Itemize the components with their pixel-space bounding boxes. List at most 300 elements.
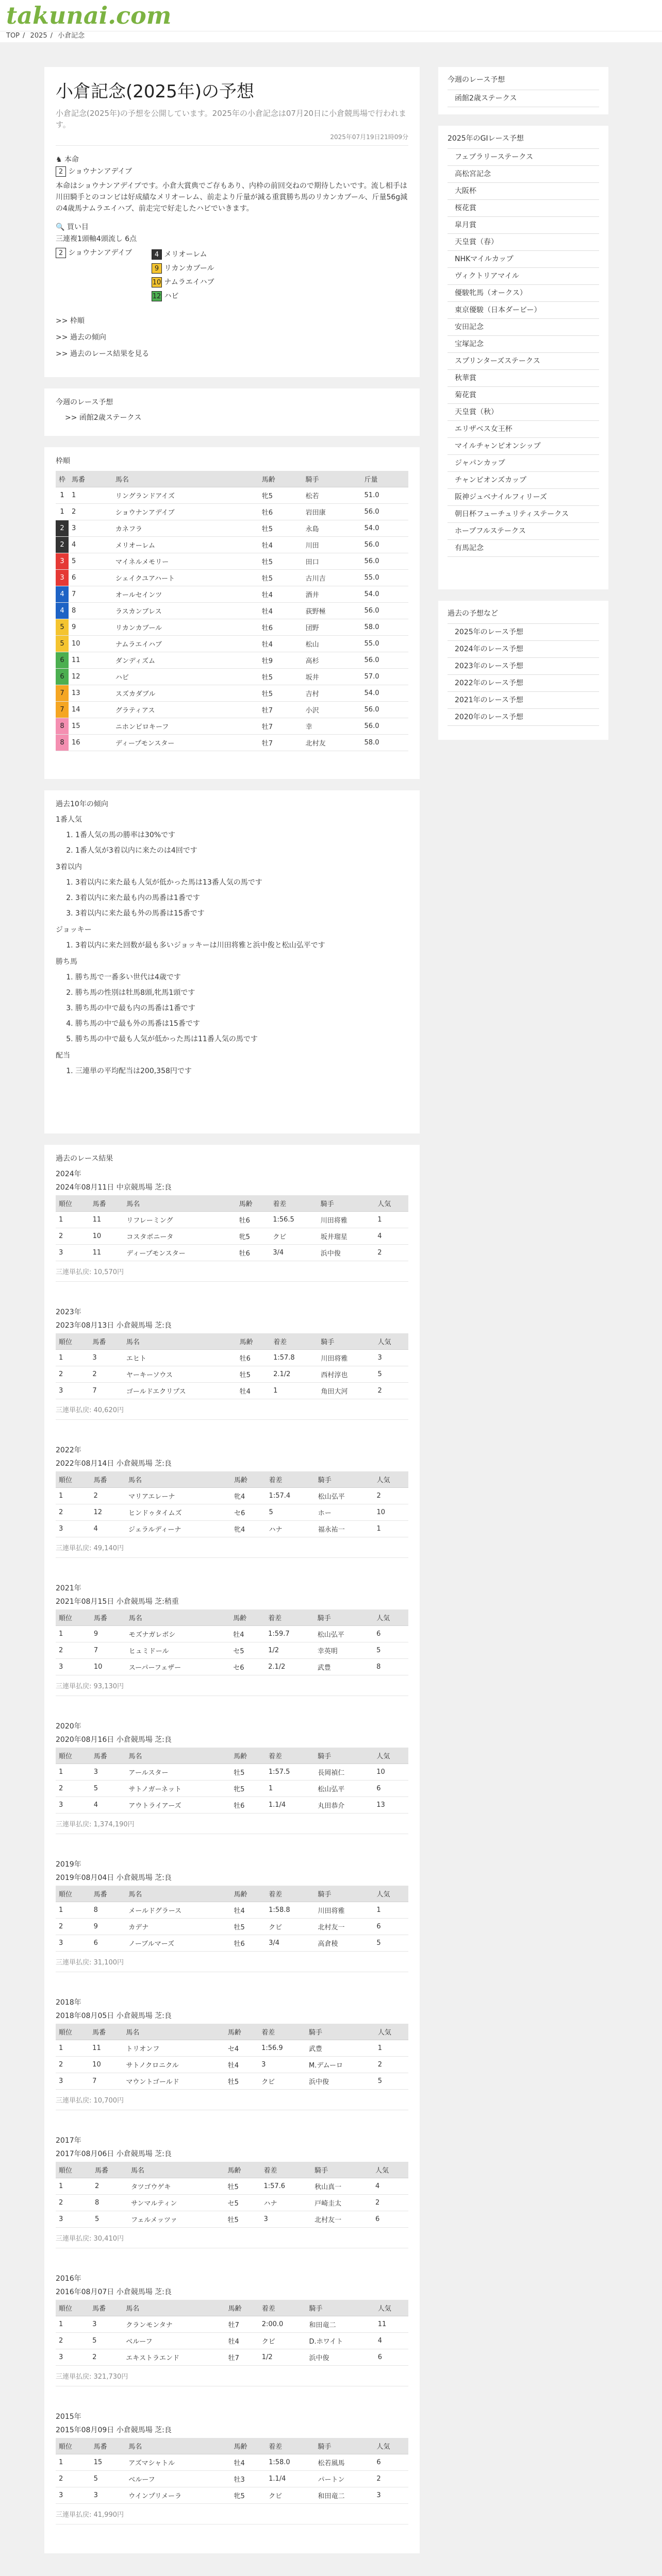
table-row: [56, 1488, 408, 1504]
jockey-cell: 幸: [303, 718, 361, 735]
result-cell: 2: [373, 2471, 408, 2487]
result-header: 騎手: [315, 2438, 373, 2454]
result-cell: 5: [375, 2073, 408, 2090]
search-icon: 🔍: [56, 223, 65, 231]
result-header: 馬番: [91, 1609, 126, 1626]
sidebar-past-item[interactable]: 2020年のレース予想: [448, 708, 599, 726]
table-row: [56, 2073, 408, 2090]
sidebar-g1-item[interactable]: 高松宮記念: [448, 165, 599, 182]
result-cell: 6: [373, 2454, 408, 2471]
weight-cell: 56.0: [361, 702, 408, 718]
result-cell: 3/4: [270, 1245, 318, 1261]
result-cell: 2: [56, 1228, 90, 1245]
sidebar-g1-item[interactable]: 秋華賞: [448, 369, 599, 386]
result-cell: メールドグラース: [125, 1902, 230, 1919]
race-info: 2023年08月13日 小倉競馬場 芝:良: [56, 1321, 172, 1330]
weight-cell: 55.0: [361, 570, 408, 586]
waku-cell: 7: [56, 685, 69, 702]
result-header: 順位: [56, 1609, 91, 1626]
results-title: 過去のレース結果: [56, 1155, 113, 1163]
sidebar-g1-item[interactable]: 天皇賞（秋）: [448, 403, 599, 420]
waku-header: 馬名: [112, 471, 259, 487]
result-header: 順位: [56, 1195, 90, 1212]
sidebar-g1-item[interactable]: ジャパンカップ: [448, 454, 599, 471]
result-cell: カデナ: [125, 1919, 230, 1935]
honmei-heading: ♞ 本命: [56, 156, 79, 164]
sidebar-g1-item[interactable]: ヴィクトリアマイル: [448, 267, 599, 284]
result-cell: クランモンタナ: [123, 2316, 225, 2333]
result-header: 着差: [270, 1333, 318, 1350]
weight-cell: 57.0: [361, 669, 408, 685]
result-cell: 1: [56, 1350, 89, 1366]
result-header: 着差: [266, 1886, 315, 1902]
sidebar-this-week: [438, 67, 608, 114]
results-section: [44, 1145, 420, 2553]
age-cell: 牡4: [259, 537, 303, 553]
result-header: 馬名: [123, 2024, 225, 2040]
table-row: [56, 537, 408, 553]
result-cell: 10: [373, 1504, 408, 1521]
result-cell: 戸崎圭太: [311, 2195, 372, 2211]
result-cell: スーパーフェザー: [126, 1659, 230, 1675]
table-row: [56, 603, 408, 619]
race-year: 2019年: [56, 1860, 81, 1869]
link-waku[interactable]: >> 枠順: [56, 317, 85, 325]
result-cell: 幸英明: [315, 1642, 373, 1659]
article-lead: 小倉記念(2025年)の予想を公開しています。2025年の小倉記念は07月20日に小倉競馬場で行われます。: [56, 109, 407, 129]
waku-cell: 3: [56, 570, 69, 586]
result-cell: 1/2: [265, 1642, 315, 1659]
weight-cell: 51.0: [361, 487, 408, 504]
result-cell: 浜中俊: [306, 2349, 375, 2366]
age-cell: 牡6: [259, 619, 303, 636]
race-result: [56, 1859, 408, 1986]
waku-table: [56, 471, 408, 751]
result-cell: 角田大河: [318, 1383, 374, 1399]
race-result: [56, 1721, 408, 1848]
result-cell: 4: [375, 2333, 408, 2349]
result-header: 騎手: [318, 1195, 375, 1212]
result-cell: 丸田恭介: [315, 1797, 373, 1814]
sidebar-g1-item[interactable]: 阪神ジュベナイルフィリーズ: [448, 488, 599, 505]
horse-name-cell: ラスカンブレス: [112, 603, 259, 619]
horse-name-cell: ディープモンスター: [112, 735, 259, 751]
result-cell: 2.1/2: [265, 1659, 315, 1675]
result-cell: 1:57.6: [260, 2178, 311, 2195]
table-row: [56, 1521, 408, 1537]
table-row: [56, 619, 408, 636]
sidebar-g1-item[interactable]: 宝塚記念: [448, 335, 599, 352]
result-cell: 2: [56, 2333, 89, 2349]
result-cell: 3: [91, 1764, 126, 1781]
result-header: 馬番: [89, 2300, 123, 2316]
result-header: 人気: [375, 2300, 408, 2316]
sidebar-this-week-title: 今週のレース予想: [448, 76, 505, 84]
list-item: 4. 勝ち馬の中で最も外の馬番は15番です: [75, 1016, 408, 1031]
result-cell: 2: [89, 1366, 123, 1383]
result-cell: セ6: [231, 1504, 266, 1521]
payout: 三連単払戻: 10,700円: [56, 2095, 408, 2110]
breadcrumb-top[interactable]: TOP: [6, 32, 20, 40]
trend-list: [75, 970, 408, 1047]
result-header: 馬名: [126, 1609, 230, 1626]
result-cell: 松若風馬: [315, 2454, 373, 2471]
age-cell: 牡5: [259, 520, 303, 537]
result-cell: 牡4: [231, 1902, 266, 1919]
table-row: [56, 1383, 408, 1399]
bet-partner-number: 9: [152, 263, 162, 274]
breadcrumb-current: 小倉記念: [58, 32, 85, 40]
sidebar-g1-item[interactable]: 朝日杯フューチュリティステークス: [448, 505, 599, 522]
waku-cell: 6: [56, 669, 69, 685]
result-cell: 5: [375, 1366, 409, 1383]
result-cell: 10: [373, 1764, 408, 1781]
result-cell: 1.1/4: [266, 2471, 315, 2487]
result-cell: 7: [89, 2073, 123, 2090]
link-trend[interactable]: >> 過去の傾向: [56, 333, 106, 342]
result-header: 馬名: [125, 1886, 230, 1902]
waku-header: 騎手: [303, 471, 361, 487]
result-cell: 浜中俊: [318, 1245, 375, 1261]
result-cell: 浜中俊: [306, 2073, 375, 2090]
result-header: 馬名: [125, 2438, 230, 2454]
result-cell: 6: [373, 1781, 408, 1797]
result-cell: 2: [373, 1488, 408, 1504]
result-cell: 1: [375, 2040, 408, 2057]
payout: 三連単払戻: 41,990円: [56, 2509, 408, 2524]
result-cell: 3: [56, 1521, 91, 1537]
waku-section: [44, 447, 420, 779]
result-header: 馬番: [90, 1195, 124, 1212]
result-cell: ホー: [315, 1504, 374, 1521]
race-result: [56, 2135, 408, 2262]
sidebar-past: [438, 601, 608, 740]
result-cell: セ5: [230, 1642, 265, 1659]
age-cell: 牡4: [259, 636, 303, 652]
bet-partner: [152, 249, 214, 261]
result-cell: ハナ: [260, 2195, 311, 2211]
result-header: 馬齢: [237, 1333, 270, 1350]
result-cell: 1:56.9: [258, 2040, 306, 2057]
result-header: 馬齢: [224, 2162, 260, 2178]
result-cell: 1: [270, 1383, 318, 1399]
result-header: 馬名: [123, 1195, 236, 1212]
result-cell: D.ホワイト: [306, 2333, 375, 2349]
result-cell: 牡5: [225, 2073, 258, 2090]
umaban-cell: 5: [69, 553, 112, 570]
list-item: 1. 勝ち馬で一番多い世代は4歳です: [75, 970, 408, 985]
sidebar-g1-item[interactable]: 有馬記念: [448, 539, 599, 557]
table-row: [56, 652, 408, 669]
result-cell: ヒュミドール: [126, 1642, 230, 1659]
result-cell: 2: [56, 2057, 89, 2073]
bet-partner-number: 4: [152, 249, 162, 260]
umaban-cell: 16: [69, 735, 112, 751]
race-year: 2016年: [56, 2275, 81, 2283]
result-cell: 2: [56, 1781, 91, 1797]
sidebar-g1-item[interactable]: フェブラリーステークス: [448, 148, 599, 165]
result-cell: 2: [56, 1919, 91, 1935]
sidebar-g1-item[interactable]: 皐月賞: [448, 216, 599, 233]
sidebar-past-title: 過去の予想など: [448, 609, 498, 618]
sidebar-week-item[interactable]: 函館2歳ステークス: [448, 90, 599, 107]
waku-cell: 8: [56, 735, 69, 751]
table-row: [56, 570, 408, 586]
result-cell: 8: [92, 2195, 128, 2211]
waku-cell: 1: [56, 487, 69, 504]
result-cell: 牡5: [230, 1764, 266, 1781]
result-header: 着差: [266, 1471, 315, 1488]
list-item: 5. 勝ち馬の中で最も人気が低かった馬は11番人気の馬です: [75, 1031, 408, 1047]
result-header: 騎手: [306, 2300, 375, 2316]
result-cell: 3: [56, 1797, 91, 1814]
race-info: 2016年08月07日 小倉競馬場 芝:良: [56, 2288, 172, 2296]
result-cell: クビ: [258, 2073, 306, 2090]
result-table: [56, 1609, 408, 1675]
horse-name-cell: ナムラエイハブ: [112, 636, 259, 652]
horse-name-cell: グラティアス: [112, 702, 259, 718]
table-row: [56, 2333, 408, 2349]
age-cell: 牡5: [259, 685, 303, 702]
result-cell: 1: [56, 1902, 91, 1919]
race-year: 2024年: [56, 1170, 81, 1178]
sidebar-g1-item[interactable]: スプリンターズステークス: [448, 352, 599, 369]
sidebar-g1-item[interactable]: ホープフルステークス: [448, 522, 599, 539]
payout: 三連単払戻: 31,100円: [56, 1957, 408, 1972]
result-cell: 9: [91, 1626, 126, 1642]
sidebar-g1-item[interactable]: 天皇賞（春）: [448, 233, 599, 250]
trend-title: 過去10年の傾向: [56, 800, 108, 808]
result-cell: 川田将雅: [315, 1902, 373, 1919]
result-header: 騎手: [315, 1609, 373, 1626]
sidebar-g1-item[interactable]: チャンピオンズカップ: [448, 471, 599, 488]
result-header: 騎手: [311, 2162, 372, 2178]
weight-cell: 54.0: [361, 520, 408, 537]
waku-cell: 5: [56, 636, 69, 652]
result-cell: 6: [91, 1935, 126, 1952]
bet-combination: [56, 247, 408, 304]
table-row: [56, 1245, 408, 1261]
result-cell: 1: [266, 1781, 315, 1797]
result-cell: M.デムーロ: [306, 2057, 375, 2073]
sidebar-g1-item[interactable]: エリザベス女王杯: [448, 420, 599, 437]
race-year: 2020年: [56, 1722, 81, 1731]
result-cell: 6: [373, 1919, 408, 1935]
result-cell: 4: [91, 1797, 126, 1814]
result-header: 順位: [56, 1886, 91, 1902]
horse-name-cell: ダンディズム: [112, 652, 259, 669]
table-row: [56, 2349, 408, 2366]
trend-list: [75, 938, 408, 953]
result-cell: 3: [56, 2349, 89, 2366]
table-row: [56, 718, 408, 735]
site-logo[interactable]: takunai.com: [6, 2, 172, 29]
result-cell: 北村友一: [311, 2211, 372, 2228]
result-cell: クビ: [259, 2333, 306, 2349]
result-cell: 11: [90, 1245, 124, 1261]
result-cell: 7: [91, 1642, 126, 1659]
result-cell: 牡6: [231, 1935, 266, 1952]
result-header: 馬名: [123, 2300, 225, 2316]
race-info: 2024年08月11日 中京競馬場 芝:良: [56, 1183, 172, 1192]
result-cell: 牡6: [230, 1797, 266, 1814]
sidebar-g1-item[interactable]: 大阪杯: [448, 182, 599, 199]
result-cell: ウインプリメーラ: [125, 2487, 230, 2504]
sidebar-g1-item[interactable]: NHKマイルカップ: [448, 250, 599, 267]
waku-title: 枠順: [56, 457, 70, 465]
result-cell: 1/2: [259, 2349, 306, 2366]
result-cell: 8: [91, 1902, 126, 1919]
result-cell: 10: [91, 1659, 126, 1675]
result-cell: ベルーフ: [125, 2471, 230, 2487]
umaban-cell: 14: [69, 702, 112, 718]
result-header: 馬番: [92, 2162, 128, 2178]
list-item: 3. 3着以内に来た最も外の馬番は15番です: [75, 906, 408, 921]
result-cell: 2: [375, 2057, 408, 2073]
race-result: [56, 2411, 408, 2538]
result-cell: 1:58.8: [266, 1902, 315, 1919]
page-title: 小倉記念(2025年)の予想: [56, 81, 255, 102]
result-cell: 7: [89, 1383, 123, 1399]
table-row: [56, 2195, 408, 2211]
result-header: 馬番: [89, 2024, 123, 2040]
table-row: [56, 2040, 408, 2057]
sidebar-past-item[interactable]: 2024年のレース予想: [448, 640, 599, 657]
result-header: 人気: [373, 2438, 408, 2454]
result-cell: 西村淳也: [318, 1366, 374, 1383]
waku-header: 斤量: [361, 471, 408, 487]
payout: 三連単払戻: 10,570円: [56, 1266, 408, 1282]
result-cell: タツゴウゲキ: [128, 2178, 224, 2195]
result-cell: 和田竜二: [315, 2487, 373, 2504]
result-cell: 1: [56, 2178, 92, 2195]
table-row: [56, 520, 408, 537]
horse-name-cell: ショウナンアデイブ: [112, 504, 259, 520]
table-row: [56, 1902, 408, 1919]
result-cell: 15: [91, 2454, 126, 2471]
table-row: [56, 487, 408, 504]
result-table: [56, 2162, 408, 2228]
result-cell: 2: [56, 1504, 91, 1521]
result-cell: セ4: [225, 2040, 258, 2057]
weight-cell: 56.0: [361, 504, 408, 520]
result-table: [56, 1333, 408, 1399]
result-cell: 2: [372, 2195, 408, 2211]
waku-header: 馬齢: [259, 471, 303, 487]
result-cell: アールスター: [125, 1764, 230, 1781]
result-cell: クビ: [266, 1919, 315, 1935]
trend-group-title: 3着以内: [56, 863, 82, 871]
sidebar: [438, 67, 608, 751]
payout: 三連単払戻: 93,130円: [56, 1681, 408, 1696]
today-title: 今週のレース予想: [56, 398, 113, 406]
result-cell: 1:58.0: [266, 2454, 315, 2471]
umaban-cell: 9: [69, 619, 112, 636]
sidebar-past-item[interactable]: 2022年のレース予想: [448, 674, 599, 691]
waku-header: 馬番: [69, 471, 112, 487]
breadcrumb: TOP / 2025 / 小倉記念: [0, 31, 662, 42]
result-cell: マウントゴールド: [123, 2073, 225, 2090]
result-cell: セ5: [224, 2195, 260, 2211]
sidebar-past-item[interactable]: 2025年のレース予想: [448, 623, 599, 640]
result-cell: 牡5: [237, 1366, 270, 1383]
result-cell: 2:00.0: [259, 2316, 306, 2333]
horse-name-cell: カネフラ: [112, 520, 259, 537]
result-cell: トリオンフ: [123, 2040, 225, 2057]
trend-group-title: 1番人気: [56, 816, 82, 824]
result-cell: 3: [89, 1350, 123, 1366]
sidebar-past-item[interactable]: 2023年のレース予想: [448, 657, 599, 674]
result-cell: 1: [56, 1488, 91, 1504]
bet-partner-horse: リカンカブール: [164, 264, 214, 273]
bet-axis-horse: ショウナンアデイブ: [68, 249, 133, 257]
result-header: 着差: [260, 2162, 311, 2178]
result-table: [56, 1748, 408, 1814]
sidebar-g1-item[interactable]: 菊花賞: [448, 386, 599, 403]
today-race-link[interactable]: >> 函館2歳ステークス: [65, 414, 142, 422]
result-cell: 川田将雅: [318, 1212, 375, 1228]
sidebar-g1-item[interactable]: 優駿牝馬（オークス）: [448, 284, 599, 301]
result-cell: エキストラエンド: [123, 2349, 225, 2366]
result-table: [56, 1195, 408, 1261]
sidebar-g1-item[interactable]: 桜花賞: [448, 199, 599, 216]
weight-cell: 56.0: [361, 652, 408, 669]
sidebar-g1-item[interactable]: 安田記念: [448, 318, 599, 335]
result-header: 騎手: [318, 1333, 374, 1350]
weight-cell: 56.0: [361, 603, 408, 619]
race-info: 2022年08月14日 小倉競馬場 芝:良: [56, 1460, 172, 1468]
result-header: 騎手: [315, 1471, 374, 1488]
bet-partner: [152, 277, 214, 289]
result-header: 人気: [373, 1748, 408, 1764]
jockey-cell: 吉村: [303, 685, 361, 702]
result-cell: 牝4: [231, 1521, 266, 1537]
result-cell: 牡7: [225, 2316, 259, 2333]
result-cell: 2: [56, 2195, 92, 2211]
umaban-cell: 12: [69, 669, 112, 685]
result-header: 馬名: [128, 2162, 224, 2178]
sidebar-g1-item[interactable]: 東京優駿（日本ダービー）: [448, 301, 599, 318]
table-row: [56, 2178, 408, 2195]
result-cell: 牡4: [237, 1383, 270, 1399]
table-row: [56, 1366, 408, 1383]
result-cell: 5: [373, 1935, 408, 1952]
result-cell: ジェラルディーナ: [125, 1521, 231, 1537]
race-year: 2018年: [56, 1998, 81, 2007]
link-results[interactable]: >> 過去のレース結果を見る: [56, 350, 150, 358]
sidebar-g1-item[interactable]: マイルチャンピオンシップ: [448, 437, 599, 454]
result-header: 馬番: [89, 1333, 123, 1350]
jockey-cell: 酒井: [303, 586, 361, 603]
trend-list: [75, 827, 408, 858]
result-cell: 牡6: [236, 1245, 270, 1261]
result-cell: 牝5: [236, 1228, 270, 1245]
bet-type: 三連複1頭軸4頭流し 6点: [56, 235, 137, 243]
umaban-cell: 6: [69, 570, 112, 586]
prediction-article: [44, 67, 420, 377]
breadcrumb-year[interactable]: 2025: [30, 32, 47, 40]
result-cell: 3: [89, 2316, 123, 2333]
race-result: [56, 1583, 408, 1709]
race-info: 2020年08月16日 小倉競馬場 芝:良: [56, 1736, 172, 1744]
weight-cell: 55.0: [361, 636, 408, 652]
result-header: 順位: [56, 2438, 91, 2454]
result-header: 騎手: [315, 1886, 373, 1902]
weight-cell: 58.0: [361, 735, 408, 751]
sidebar-past-item[interactable]: 2021年のレース予想: [448, 691, 599, 708]
race-result: [56, 1168, 408, 1295]
result-cell: 5: [92, 2211, 128, 2228]
